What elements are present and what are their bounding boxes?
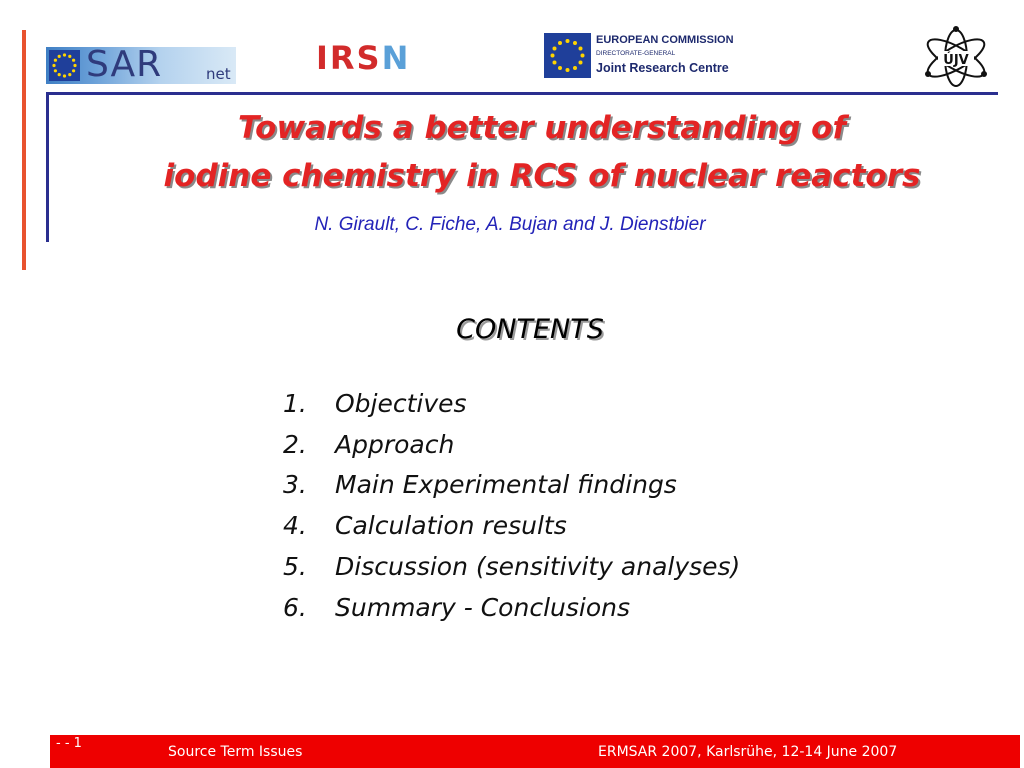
contents-item-number: 3. <box>283 470 307 500</box>
contents-item-label: Main Experimental findings <box>335 470 677 500</box>
irsn-logo-text: IRS <box>316 39 382 77</box>
contents-item <box>283 425 740 466</box>
contents-item-number: 4. <box>283 511 307 541</box>
contents-item-number: 1. <box>283 389 307 418</box>
contents-item-number: 6. <box>283 592 307 622</box>
sarnet-logo-subtext: net <box>206 65 231 83</box>
eu-flag-icon <box>49 50 80 81</box>
contents-item-number: 5. <box>283 551 307 581</box>
eu-flag-icon <box>544 33 591 78</box>
ujv-logo-text: ÚJV <box>943 53 969 68</box>
authors: N. Girault, C. Fiche, A. Bujan and J. Dienstbier <box>314 214 706 235</box>
slide-title <box>60 104 1024 200</box>
contents-item-label: Objectives <box>335 389 467 418</box>
contents-item <box>283 588 740 629</box>
irsn-logo-highlight: N <box>381 39 411 77</box>
sarnet-logo-text: SAR <box>86 44 163 85</box>
footer-topic: Source Term Issues <box>168 744 303 760</box>
contents-item-label: Calculation results <box>335 511 567 541</box>
contents-item-label: Summary - Conclusions <box>335 592 630 622</box>
left-accent-bar <box>22 30 26 270</box>
jrc-name: Joint Research Centre <box>596 61 729 75</box>
slide-title-line-2: iodine chemistry in RCS of nuclear reactors <box>163 158 921 194</box>
contents-item-label: Discussion (sensitivity analyses) <box>335 551 741 581</box>
contents-item <box>283 465 740 506</box>
contents-item <box>283 547 740 588</box>
header-divider <box>46 92 998 95</box>
ujv-atom-logo <box>918 24 994 88</box>
sarnet-logo <box>46 44 236 85</box>
ec-jrc-logo <box>544 33 734 81</box>
left-title-bar <box>46 94 49 242</box>
contents-heading: CONTENTS <box>456 314 604 345</box>
ec-title: EUROPEAN COMMISSION <box>596 34 734 46</box>
contents-list <box>283 384 740 628</box>
footer-event: ERMSAR 2007, Karlsrühe, 12-14 June 2007 <box>598 744 898 760</box>
slide-title-line-1: Towards a better understanding of <box>238 110 846 146</box>
contents-item <box>283 384 740 425</box>
page-number: - - 1 <box>56 736 82 751</box>
irsn-logo <box>316 38 410 78</box>
contents-item <box>283 506 740 547</box>
footer-bar <box>50 735 1020 768</box>
contents-item-label: Approach <box>335 429 455 459</box>
contents-item-number: 2. <box>283 429 307 459</box>
ec-subtitle: DIRECTORATE-GENERAL <box>596 50 676 57</box>
